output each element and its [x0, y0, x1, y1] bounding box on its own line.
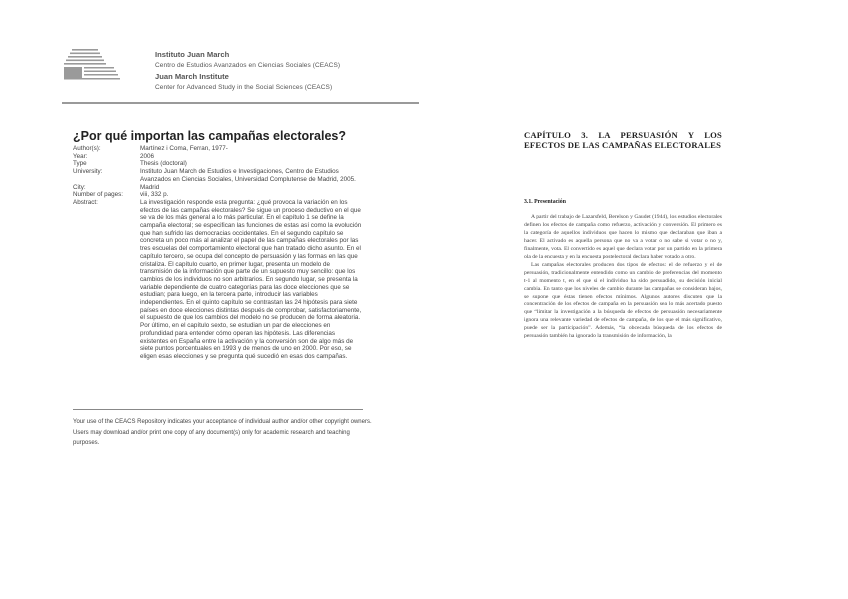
chapter-body — [524, 214, 722, 341]
institute-name-en: Juan March Institute — [155, 72, 229, 81]
meta-key: City: — [73, 183, 86, 191]
meta-key: Abstract: — [73, 198, 98, 206]
institute-subtitle-es: Centro de Estudios Avanzados en Ciencias Sociales (CEACS) — [155, 62, 341, 69]
meta-row-pages — [73, 191, 363, 199]
meta-row-year — [73, 153, 363, 161]
meta-key: Author(s): — [73, 145, 101, 152]
meta-value: Thesis (doctoral) — [140, 160, 187, 168]
meta-row-abstract — [73, 199, 363, 361]
thesis-title: ¿Por qué importan las campañas electorales? — [73, 129, 347, 143]
meta-value: Madrid — [140, 183, 160, 191]
meta-row-university — [73, 168, 363, 183]
meta-row-type — [73, 160, 363, 168]
institute-header — [155, 49, 415, 93]
meta-row-city — [73, 184, 363, 192]
institute-logo-icon — [64, 46, 120, 80]
meta-key: Type — [73, 160, 87, 168]
abstract-text: La investigación responde esta pregunta: ¿qué provoca la variación en los efectos de las campañas electorales? Se sigue un proceso deductivo en el que se va de los más general a lo más particular. En el capítulo 1 se define la campaña electoral; se especifican las funciones de estas así como la evolución que han sufrido las democracias occidentales. En el segundo capítulo se concreta un poco más al analizar el papel de las campañas electorales por las tres escuelas del comportamiento electoral que han tratado dicho asunto. En el capítulo tercero, se ocupa del concepto de persuasión y las formas en las que cristaliza. El capítulo cuarto, en primer lugar, presenta un modelo de transmisión de la información que parte de un supuesto muy sencillo: que los cambios de los individuos no son arbitrarios. En segundo lugar, se presenta la variable dependiente de cuatro categorías para las doce elecciones que se estudian; para luego, en la tercera parte, introducir las variables independientes. En el quinto capítulo se contrastan las 24 hipótesis para siete países en doce elecciones distintas después de comprobar, satisfactoriamente, el supuesto de que los cambios del modelo no se producen de forma aleatoria. Por último, en el capítulo sexto, se estudian un par de elecciones en profundidad para entender cómo operan las hipótesis. Las diferencias existentes en España entre la activación y la conversión son de algo más de siete puntos porcentuales en 1993 y de menos de uno en 2000. Por eso, se eligen esas elecciones y se pregunta qué sucedió en esas dos campañas. — [140, 198, 362, 360]
meta-value: viii, 332 p. — [140, 191, 169, 199]
chapter-title: CAPÍTULO 3. LA PERSUASIÓN Y LOS EFECTOS DE LAS CAMPAÑAS ELECTORALES — [524, 130, 722, 151]
section-heading: 3.1. Presentación — [524, 199, 566, 205]
meta-key: Number of pages: — [73, 191, 124, 199]
paragraph: Las campañas electorales producen dos tipos de efectos: el de refuerzo y el de persuasión, tradicionalmente entendido como un cambio de preferencias del momento t-1 al momento t, en el que si el individuo ha sido persuadido, su decisión inicial cambia. En tanto que los niveles de cambio durante las campañas se consideran bajos, se supone que éstas tienen efectos mínimos. Algunos autores discuten que la concentración de los efectos de campaña en la persuasión sea lo más acertado puesto que “limitar la investigación a la búsqueda de efectos de persuasión necesariamente ignora una relevante variedad de efectos de campaña, de los que el más significativo, puede ser la participación”. Además, “la obcecada búsqueda de los efectos de persuasión también ha ignorado la transmisión de información, la — [524, 261, 722, 340]
meta-value: Martínez i Coma, Ferran, 1977- — [140, 145, 228, 152]
paragraph: A partir del trabajo de Lazarsfeld, Berelson y Gaudet (1944), los estudios electorales definen los efectos de campaña como refuerzo, activación y conversión. El primero es la categoría de aquellos individuos que hacen lo mismo que declaraban que iban a hacer. El activado es aquella persona que no va a votar o no sabe si votar o no y, finalmente, vota. El convertido es aquel que declara votar por un partido en la primera ola de la encuesta y en la encuesta postelectoral declara haber votado a otro. — [524, 214, 722, 260]
repository-notice: Your use of the CEACS Repository indicates your acceptance of individual author and/or other copyright owners. Users may download and/or print one copy of any document(s) only for academic research and teaching purposes. — [73, 419, 372, 447]
meta-value: Instituto Juan March de Estudios e Investigaciones, Centro de Estudios Avanzados en Ciencias Sociales, Universidad Complutense de Madrid, 2005. — [140, 168, 356, 183]
header-divider — [62, 102, 419, 104]
footer-divider — [73, 409, 363, 410]
meta-key: Year: — [73, 152, 88, 160]
meta-key: University: — [73, 168, 103, 176]
chapter-page — [424, 0, 848, 599]
institute-subtitle-en: Center for Advanced Study in the Social Sciences (CEACS) — [155, 84, 333, 91]
meta-value: 2006 — [140, 152, 155, 160]
metadata-table — [73, 145, 363, 361]
meta-row-author — [73, 145, 363, 153]
institute-name-es: Instituto Juan March — [155, 50, 230, 59]
